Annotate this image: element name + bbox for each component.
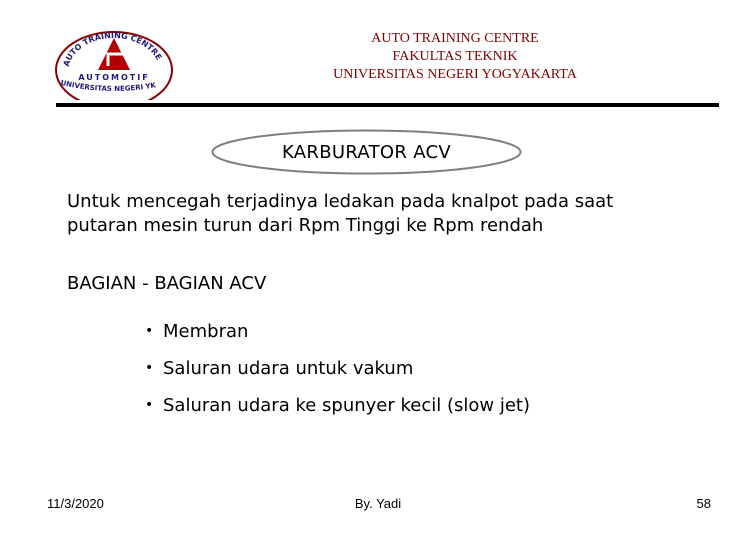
header-divider [56, 103, 719, 107]
section-heading: BAGIAN - BAGIAN ACV [67, 273, 267, 294]
bullet-dot-icon: • [145, 323, 154, 339]
header-line-1: AUTO TRAINING CENTRE [371, 31, 539, 46]
intro-line-2: putaran mesin turun dari Rpm Tinggi ke Rpm rendah [67, 215, 544, 236]
list-item [145, 393, 530, 417]
logo-center-text: AUTOMOTIF [78, 73, 150, 82]
header-line-2: FAKULTAS TEKNIK [392, 49, 518, 64]
institution-logo [48, 20, 178, 100]
list-item-text: Membran [163, 321, 249, 342]
list-item-text: Saluran udara ke spunyer kecil (slow jet) [163, 395, 530, 416]
header-line-3: UNIVERSITAS NEGERI YOGYAKARTA [333, 67, 577, 82]
list-item [145, 319, 530, 343]
list-item-text: Saluran udara untuk vakum [163, 358, 414, 379]
intro-line-1: Untuk mencegah terjadinya ledakan pada knalpot pada saat [67, 191, 614, 212]
slide-title: KARBURATOR ACV [282, 142, 451, 163]
list-item [145, 356, 530, 380]
institution-header [300, 30, 610, 84]
intro-paragraph [67, 190, 707, 238]
auto-training-centre-logo-icon [48, 20, 178, 100]
footer-author: By. Yadi [354, 496, 402, 511]
bullet-dot-icon: • [145, 397, 154, 413]
bullet-dot-icon: • [145, 360, 154, 376]
parts-list [145, 319, 530, 430]
footer-date: 11/3/2020 [47, 496, 104, 511]
logo-ring-text-bottom: UNIVERSITAS NEGERI YK [59, 78, 157, 94]
logo-ring-text-top: AUTO TRAINING CENTRE [61, 30, 164, 68]
page-number: 58 [696, 496, 711, 511]
